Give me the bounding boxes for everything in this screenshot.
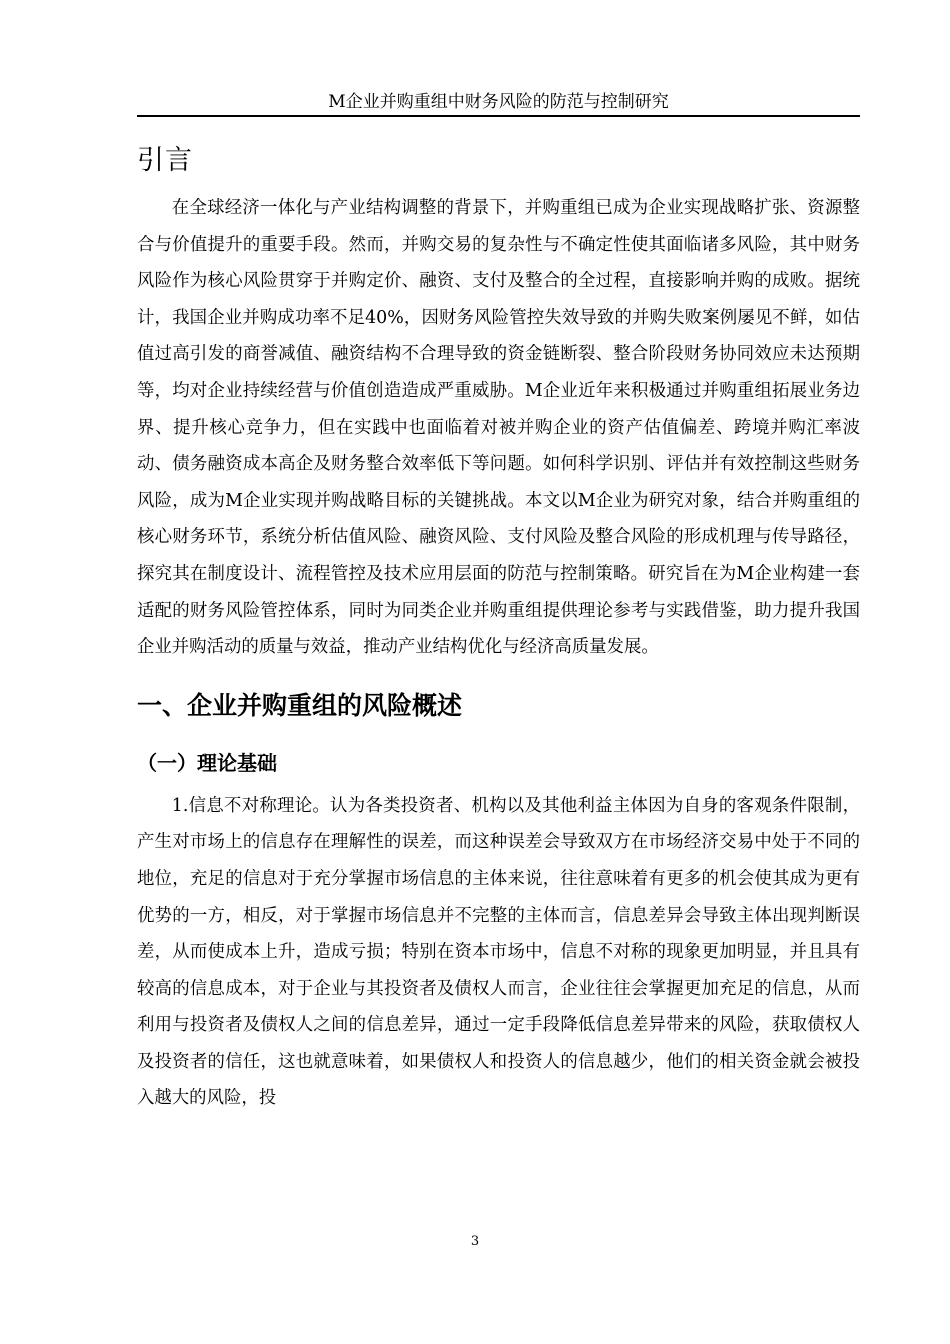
page-body bbox=[137, 140, 860, 1117]
running-header: M企业并购重组中财务风险的防范与控制研究 bbox=[328, 92, 669, 112]
intro-paragraph: 在全球经济一体化与产业结构调整的背景下，并购重组已成为企业实现战略扩张、资源整合与价值提升的重要手段。然而，并购交易的复杂性与不确定性使其面临诸多风险，其中财务风险作为核心风险贯穿于并购定价、融资、支付及整合的全过程，直接影响并购的成败。据统计，我国企业并购成功率不足40%，因财务风险管控失效导致的并购失败案例屡见不鲜，如估值过高引发的商誉减值、融资结构不合理导致的资金链断裂、整合阶段财务协同效应未达预期等，均对企业持续经营与价值创造造成严重威胁。M企业近年来积极通过并购重组拓展业务边界、提升核心竞争力，但在实践中也面临着对被并购企业的资产估值偏差、跨境并购汇率波动、债务融资成本高企及财务整合效率低下等问题。如何科学识别、评估并有效控制这些财务风险，成为M企业实现并购战略目标的关键挑战。本文以M企业为研究对象，结合并购重组的核心财务环节，系统分析估值风险、融资风险、支付风险及整合风险的形成机理与传导路径，探究其在制度设计、流程管控及技术应用层面的防范与控制策略。研究旨在为M企业构建一套适配的财务风险管控体系，同时为同类企业并购重组提供理论参考与实践借鉴，助力提升我国企业并购活动的质量与效益，推动产业结构优化与经济高质量发展。 bbox=[137, 198, 860, 658]
page-number: 3 bbox=[470, 1234, 480, 1249]
body-paragraph: 1.信息不对称理论。认为各类投资者、机构以及其他利益主体因为自身的客观条件限制，产生对市场上的信息存在理解性的误差，而这种误差会导致双方在市场经济交易中处于不同的地位，充足的信息对于充分掌握市场信息的主体来说，往往意味着有更多的机会使其成为更有优势的一方，相反，对于掌握市场信息并不完整的主体而言，信息差异会导致主体出现判断误差，从而使成本上升，造成亏损；特别在资本市场中，信息不对称的现象更加明显，并且具有较高的信息成本，对于企业与其投资者及债权人而言，企业往往会掌握更加充足的信息，从而利用与投资者及债权人之间的信息差异，通过一定手段降低信息差异带来的风险，获取债权人及投资者的信任，这也就意味着，如果债权人和投资人的信息越少，他们的相关资金就会被投入越大的风险，投 bbox=[137, 795, 860, 1109]
intro-heading: 引言 bbox=[137, 145, 193, 176]
section-heading: 一、企业并购重组的风险概述 bbox=[137, 690, 463, 720]
subsection-heading: （一）理论基础 bbox=[137, 750, 277, 775]
header-divider bbox=[137, 115, 860, 117]
